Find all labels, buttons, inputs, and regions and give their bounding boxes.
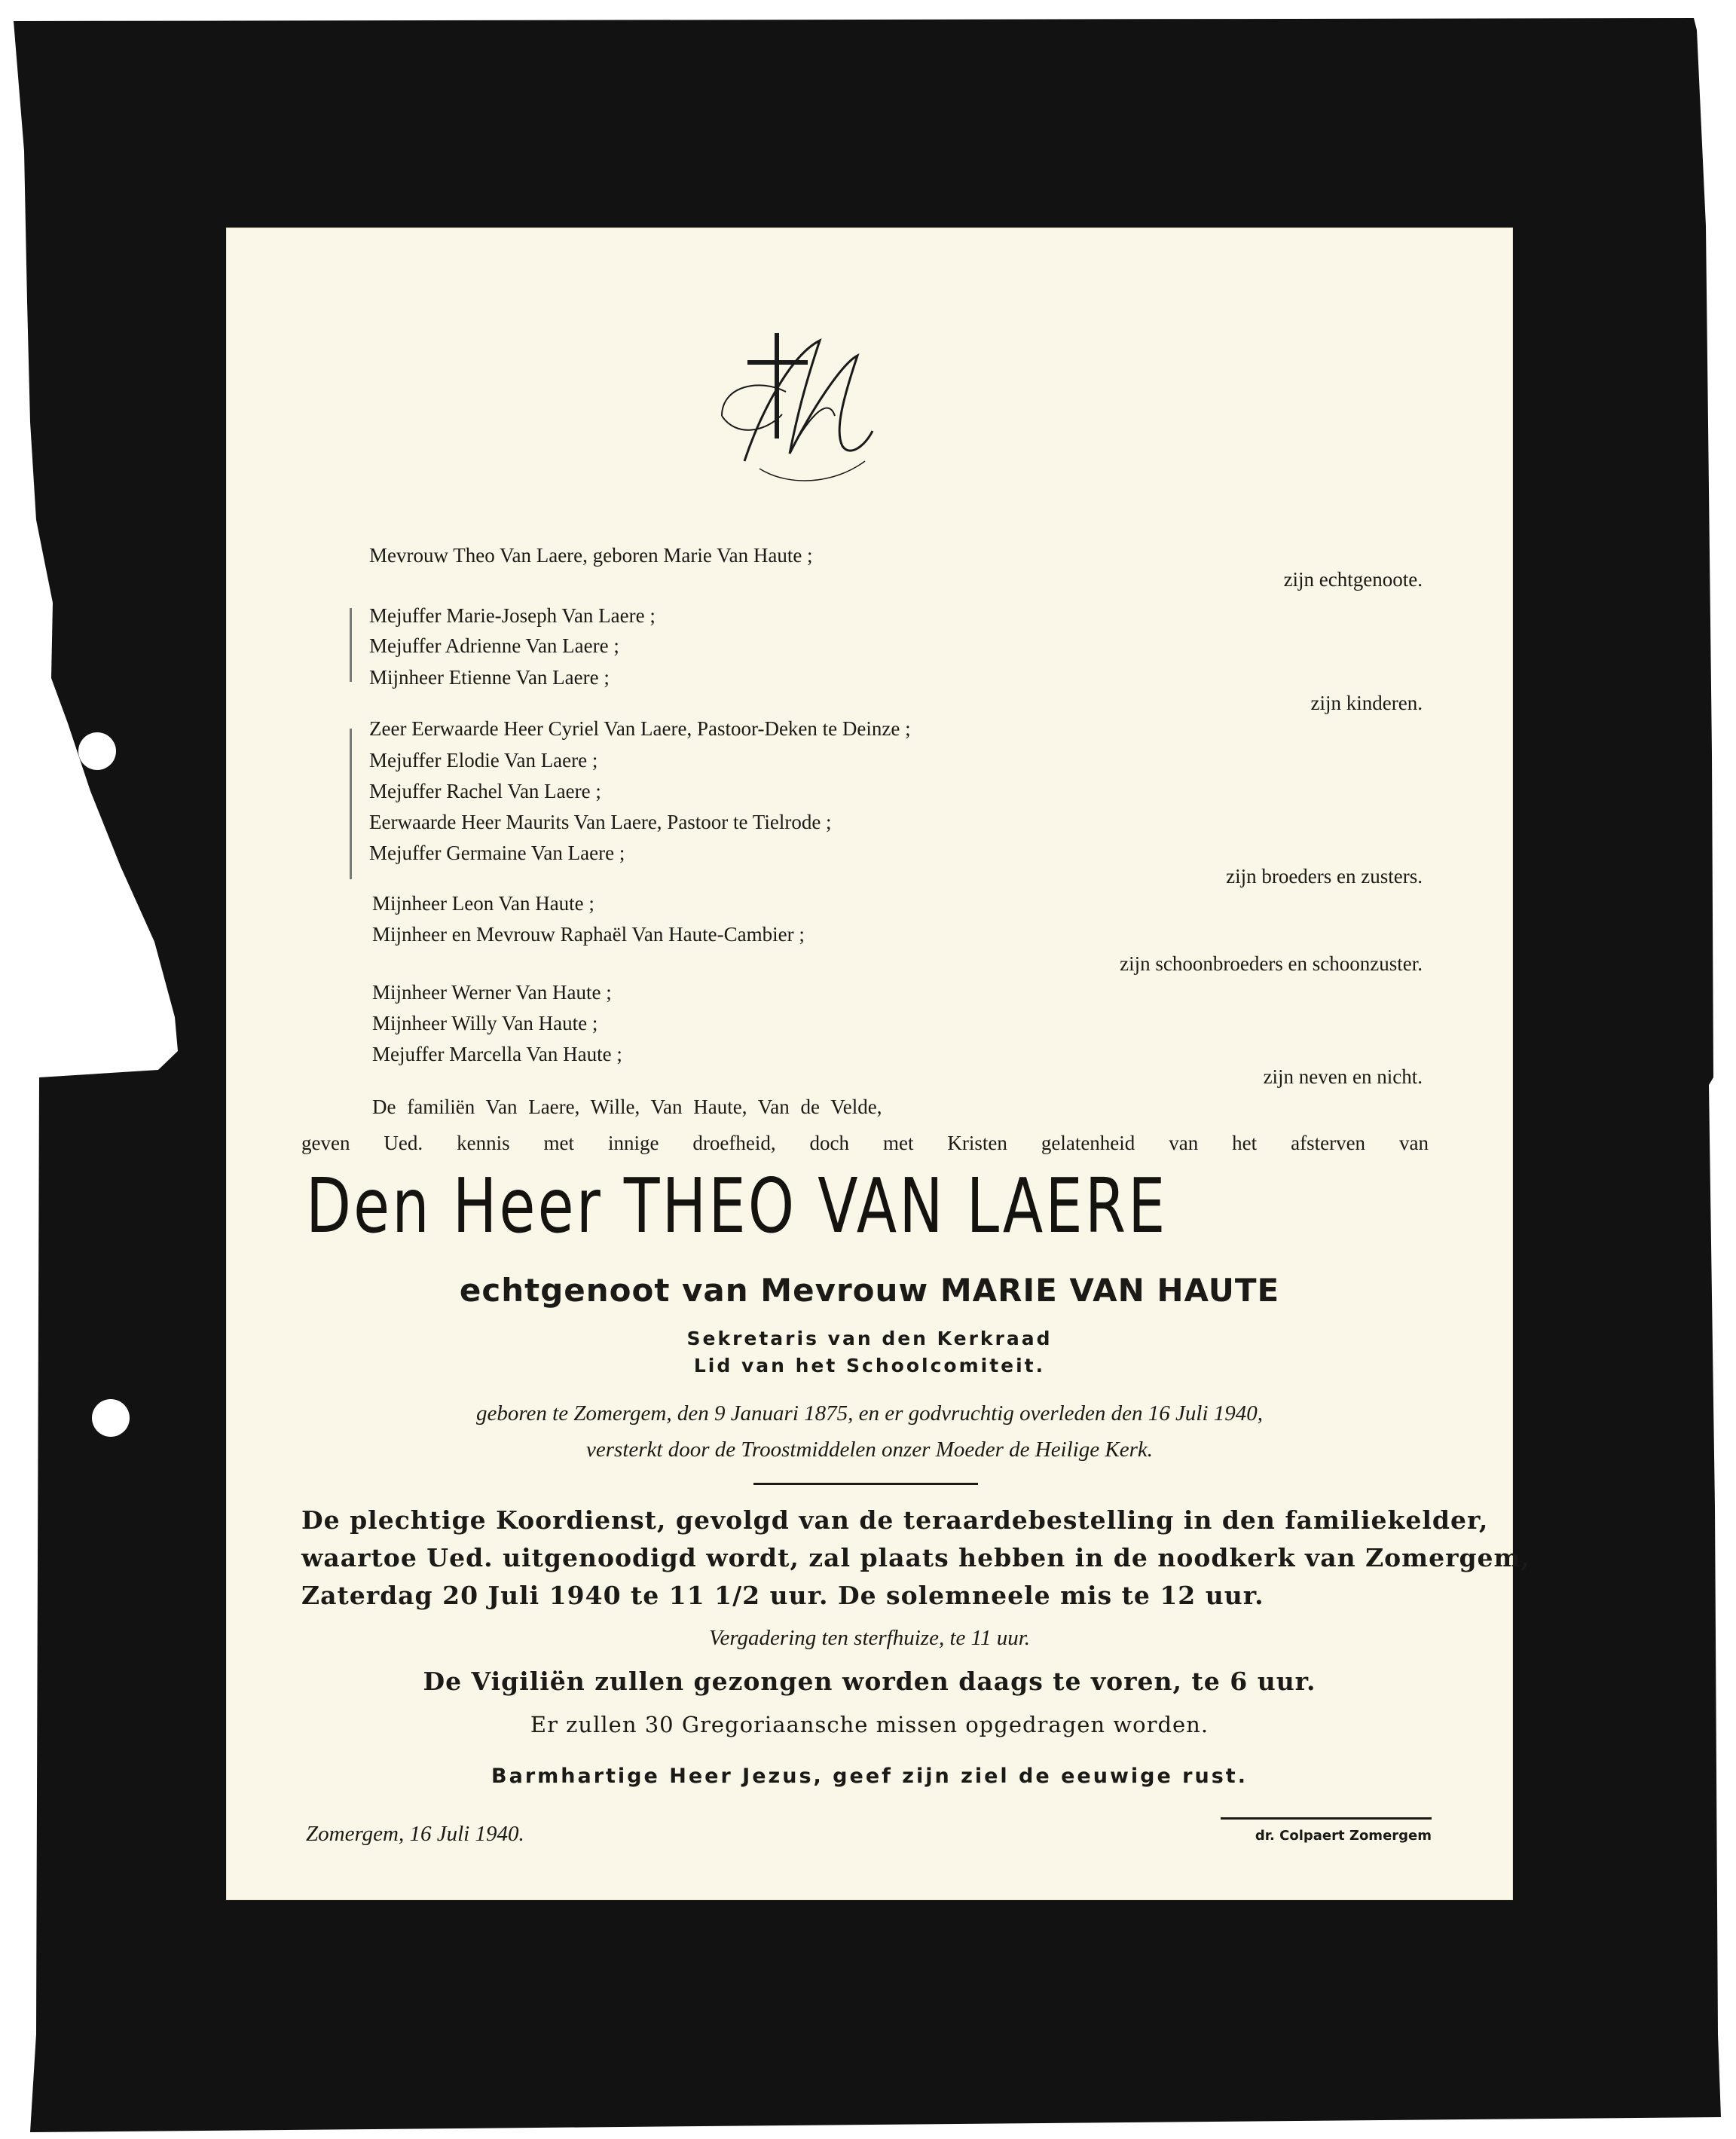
in-laws-relation: zijn schoonbroeders en schoonzuster. — [1120, 952, 1423, 975]
birth-death-line: geboren te Zomergem, den 9 Januari 1875, en er godvruchtig overleden den 16 Juli 1940, — [475, 1401, 1264, 1425]
child-2: Mejuffer Adrienne Van Laere ; — [369, 634, 619, 657]
divider — [753, 1483, 978, 1485]
cross-monogram-icon — [714, 325, 895, 506]
cousin-3: Mejuffer Marcella Van Haute ; — [372, 1043, 622, 1065]
sibling-3: Mejuffer Rachel Van Laere ; — [369, 780, 601, 802]
printer-rule — [1221, 1817, 1432, 1820]
families-line: De familiën Van Laere, Wille, Van Haute, Van de Velde, — [372, 1095, 882, 1118]
cousins-relation: zijn neven en nicht. — [1263, 1065, 1423, 1088]
sibling-4: Eerwaarde Heer Maurits Van Laere, Pastoor te Tielrode ; — [369, 811, 832, 833]
function-2: Lid van het Schoolcomiteit. — [693, 1355, 1046, 1377]
children-relation: zijn kinderen. — [1310, 692, 1423, 714]
child-3: Mijnheer Etienne Van Laere ; — [369, 666, 610, 689]
sacraments-line: versterkt door de Troostmiddelen onzer Moeder de Heilige Kerk. — [586, 1438, 1153, 1462]
deceased-name: Den Heer THEO VAN LAERE — [306, 1162, 1168, 1250]
siblings-relation: zijn broeders en zusters. — [1226, 865, 1423, 888]
place-date: Zomergem, 16 Juli 1940. — [306, 1822, 524, 1846]
child-1: Mejuffer Marie-Joseph Van Laere ; — [369, 604, 656, 627]
sibling-2: Mejuffer Elodie Van Laere ; — [369, 749, 598, 772]
siblings-brace — [350, 729, 359, 879]
sibling-1: Zeer Eerwaarde Heer Cyriel Van Laere, Pastoor-Deken te Deinze ; — [369, 717, 911, 740]
masses-line: Er zullen 30 Gregoriaansche missen opgedragen worden. — [530, 1712, 1209, 1737]
in-law-2: Mijnheer en Mevrouw Raphaël Van Haute-Cambier ; — [372, 923, 805, 946]
sibling-5: Mejuffer Germaine Van Laere ; — [369, 842, 625, 864]
vigils-line: De Vigiliën zullen gezongen worden daags te voren, te 6 uur. — [423, 1667, 1316, 1696]
cousin-2: Mijnheer Willy Van Haute ; — [372, 1012, 598, 1034]
deceased-spouse: echtgenoot van Mevrouw MARIE VAN HAUTE — [459, 1272, 1280, 1309]
in-law-1: Mijnheer Leon Van Haute ; — [372, 892, 594, 915]
spouse-relation: zijn echtgenoote. — [1283, 568, 1423, 591]
function-1: Sekretaris van den Kerkraad — [686, 1328, 1053, 1349]
memorial-card — [226, 228, 1530, 1900]
service-line-2: waartoe Ued. uitgenoodigd wordt, zal plaats hebben in de noodkerk van Zomergem, — [301, 1543, 1530, 1572]
punch-hole-bottom — [92, 1399, 130, 1437]
spouse-line: Mevrouw Theo Van Laere, geboren Marie Van Haute ; — [369, 544, 813, 567]
punch-hole-top — [78, 732, 116, 770]
announcement: geven Ued. kennis met innige droefheid, doch met Kristen gelatenheid van het afsterven van — [301, 1132, 1429, 1154]
printer-mark: dr. Colpaert Zomergem — [1255, 1828, 1432, 1844]
children-brace — [350, 608, 359, 682]
service-line-1: De plechtige Koordienst, gevolgd van de teraardebestelling in den familiekelder, — [301, 1505, 1489, 1535]
prayer-line: Barmhartige Heer Jezus, geef zijn ziel de eeuwige rust. — [491, 1765, 1248, 1788]
cousin-1: Mijnheer Werner Van Haute ; — [372, 981, 612, 1004]
service-line-3: Zaterdag 20 Juli 1940 te 11 1/2 uur. De solemneele mis te 12 uur. — [301, 1581, 1264, 1610]
gathering-line: Vergadering ten sterfhuize, te 11 uur. — [708, 1626, 1031, 1650]
